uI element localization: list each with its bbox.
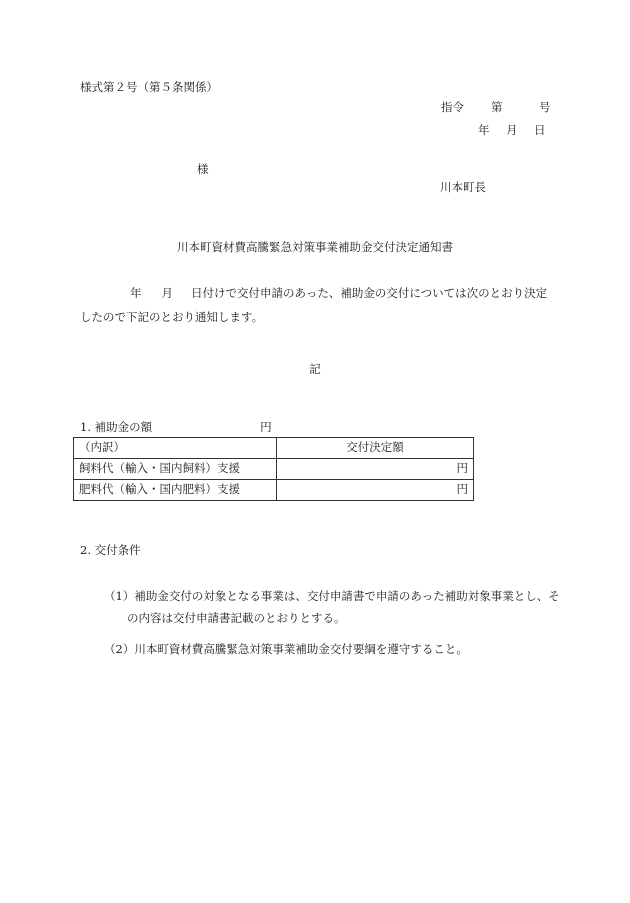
sender: 川本町長 [440,180,486,194]
condition-item-1 [104,585,560,629]
table-cell-label: 飼料代（輸入・国内飼料）支援 [74,459,277,480]
date-year: 年 [478,123,490,137]
form-number: 様式第２号（第５条関係） [80,80,218,94]
condition-item-2: （2）川本町資材費高騰緊急対策事業補助金交付要綱を遵守すること。 [104,642,468,656]
date-day: 日 [534,123,546,137]
table-cell-amount: 円 [277,459,474,480]
body-text [80,281,560,329]
subsidy-amount-yen: 円 [260,420,272,434]
reference-dai: 第 [491,100,503,114]
table-row [74,480,474,501]
condition-item-1-line2: の内容は交付申請書記載のとおりとする。 [127,611,346,625]
table-row [74,459,474,480]
subsidy-amount-line [80,422,272,434]
condition-item-1-line1: （1）補助金交付の対象となる事業は、交付申請書で申請のあった補助対象事業とし、そ [104,589,560,603]
reference-prefix: 指令 [441,100,464,114]
body-year: 年 [130,286,142,300]
table-header-amount: 交付決定額 [277,438,474,459]
reference-go: 号 [539,100,551,114]
table-header-breakdown: （内訳） [74,438,277,459]
body-month: 月 [161,286,173,300]
breakdown-table [73,437,474,501]
table-header-row [74,438,474,459]
subsidy-amount-label: 1. 補助金の額 [80,420,153,434]
table-cell-label: 肥料代（輸入・国内肥料）支援 [74,480,277,501]
ki-heading: 記 [309,362,321,376]
reference-number-line [441,102,551,114]
conditions-heading: 2. 交付条件 [80,543,141,557]
date-line [478,125,546,137]
table-cell-amount: 円 [277,480,474,501]
body-text-line1: 日付けで交付申請のあった、補助金の交付については次のとおり決定 [191,286,548,300]
addressee: 様 [197,162,209,176]
document-title: 川本町資材費高騰緊急対策事業補助金交付決定通知書 [177,240,453,254]
date-month: 月 [506,123,518,137]
body-text-line2: したので下記のとおり通知します。 [80,310,264,324]
